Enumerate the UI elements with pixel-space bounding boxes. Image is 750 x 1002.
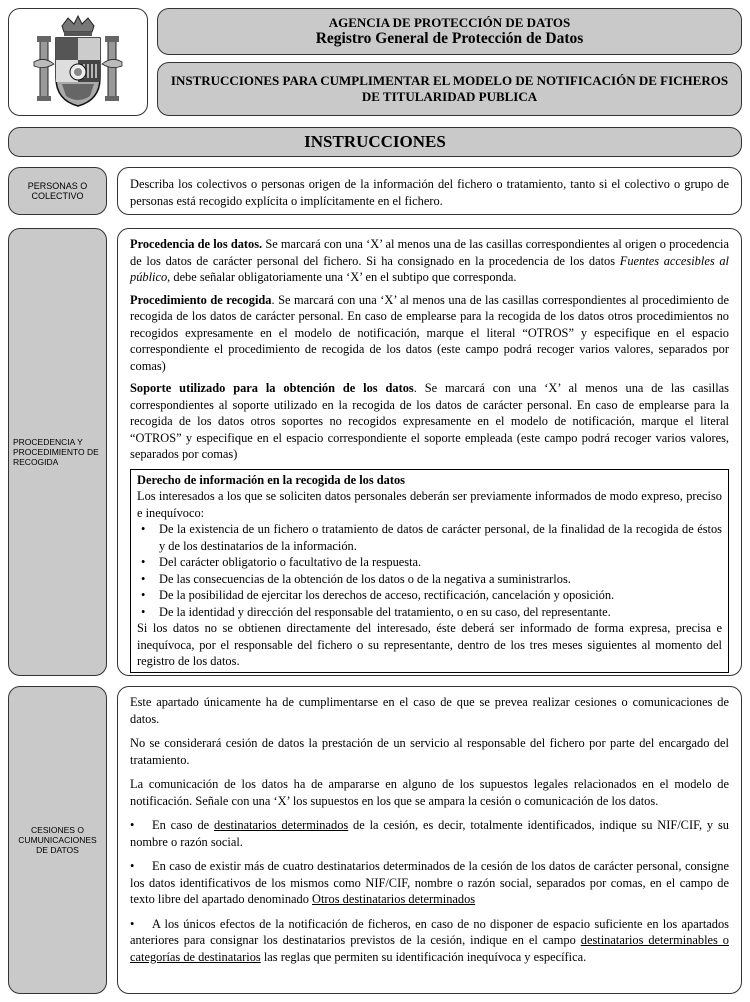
- procedencia-text-b: , debe señalar obligatoriamente una ‘X’ en el subtipo que corresponda.: [167, 270, 517, 284]
- procedencia-text-a: Se marcará con una ‘X’ al menos una de las casillas correspondientes al origen o procedencia de los datos de carácter personal del fichero. Si ha consignado en la procedencia de los datos: [130, 237, 729, 268]
- cesiones-content: [117, 686, 742, 994]
- bullet-icon: •: [141, 588, 146, 602]
- list-item: [137, 571, 722, 588]
- coat-of-arms-icon: [28, 12, 128, 112]
- list-item-text: De la existencia de un fichero o tratamiento de datos de carácter personal, de la finalidad de la recogida de éstos y de los destinatarios de la información.: [159, 522, 722, 553]
- bullet-icon: •: [130, 916, 135, 931]
- cesiones-bullet-1: [130, 817, 729, 850]
- cesiones-bullet-2: [130, 858, 729, 908]
- instructions-title: INSTRUCCIONES PARA CUMPLIMENTAR EL MODELO DE NOTIFICACIÓN DE FICHEROS DE TITULARIDAD PUBLICA: [170, 73, 729, 104]
- list-item: [137, 521, 722, 554]
- bullet-icon: •: [130, 818, 135, 832]
- bullet-icon: •: [141, 571, 146, 586]
- procedencia-label-box: [8, 228, 107, 676]
- cesiones-label: CESIONES O CUMUNICACIONES DE DATOS: [18, 825, 97, 855]
- procedencia-paragraph: [130, 236, 729, 286]
- list-item-text: De la posibilidad de ejercitar los derechos de acceso, rectificación, cancelación y oposición.: [159, 588, 615, 602]
- cesiones-paragraph-2: No se considerará cesión de datos la prestación de un servicio al responsable del fichero por parte del encargado del tratamiento.: [130, 736, 729, 767]
- list-item: [137, 604, 722, 621]
- fuentes-accesibles-text: Fuentes accesibles al público: [130, 253, 729, 284]
- rights-list: [137, 521, 722, 620]
- soporte-heading: Soporte utilizado para la obtención de los datos: [130, 381, 414, 395]
- list-item: [137, 554, 722, 571]
- rights-box: [130, 469, 729, 673]
- procedencia-heading: Procedencia de los datos.: [130, 237, 263, 251]
- procedencia-content: [117, 228, 742, 676]
- bullet-text-b: las reglas que permiten su identificación inequívoca y específica.: [260, 949, 587, 964]
- cesiones-paragraph-3: La comunicación de los datos ha de ampararse en alguno de los supuestos legales relacionados en el modelo de notificación. Señale con una ‘X’ los supuestos en los que se ampara la cesión o comunicación de los datos.: [130, 777, 729, 808]
- cesiones-label-box: [8, 686, 107, 994]
- bullet-text-a: A los únicos efectos de la notificación de ficheros, en caso de no disponer de espacio suficiente en los apartados anteriores para consignar los destinatarios previstos de la cesión, indique en el campo: [130, 916, 729, 947]
- instructions-header: [157, 62, 742, 116]
- bullet-text-b: de la cesión, es decir, totalmente identificados, indique su NIF/CIF, y su nombre o razón social.: [130, 818, 729, 849]
- bullet-icon: •: [141, 522, 146, 536]
- bullet-icon: •: [141, 555, 146, 569]
- list-item-text: Del carácter obligatorio o facultativo de la respuesta.: [159, 555, 422, 569]
- agency-name: AGENCIA DE PROTECCIÓN DE DATOS: [328, 15, 571, 30]
- bullet-icon: •: [130, 859, 135, 873]
- procedimiento-heading: Procedimiento de recogida: [130, 292, 272, 307]
- bullet-text-a: En caso de: [152, 818, 214, 832]
- rights-intro: Los interesados a los que se soliciten datos personales deberán ser previamente informados de modo expreso, preciso e inequívoco:: [137, 489, 722, 520]
- personas-label-box: [8, 167, 107, 215]
- cesiones-paragraph-1: Este apartado únicamente ha de cumplimentarse en el caso de que se prevea realizar cesiones o comunicaciones de datos.: [130, 695, 729, 726]
- procedimiento-text: . Se marcará con una ‘X’ al menos una de las casillas correspondientes al procedimiento de recogida de los datos de carácter personal. En caso de emplearse para la recogida de los datos otros procedimientos no recogidos expresamente en el modelo de notificación, marque el literal “OTROS” y especifique en el espacio correspondiente el procedimiento de recogida de los datos (este campo podrá recoger varios valores, separados por comas): [130, 292, 729, 373]
- otros-destinatarios-text: Otros destinatarios determinados: [312, 892, 476, 906]
- destinatarios-determinables-text: destinatarios determinables o categorías de destinatarios: [130, 933, 730, 964]
- bullet-text-a: En caso de existir más de cuatro destinatarios determinados de la cesión de los datos de carácter personal, consigne los datos identificativos de los mismos como NIF/CIF, nombre o razón social, separados por comas, en el campo de texto libre del apartado denominado: [130, 859, 729, 906]
- procedencia-label: PROCEDENCIA Y PROCEDIMIENTO DE RECOGIDA: [13, 437, 99, 467]
- procedimiento-paragraph: [130, 292, 729, 375]
- destinatarios-determinados-text: destinatarios determinados: [214, 818, 349, 832]
- list-item-text: De las consecuencias de la obtención de los datos o de la negativa a suministrarlos.: [159, 571, 571, 586]
- soporte-paragraph: [130, 380, 729, 463]
- soporte-text: . Se marcará con una ‘X’ al menos una de las casillas correspondientes al soporte utilizado en la recogida de los datos de carácter personal. En caso de emplearse para la recogida de los datos otros soportes no recogidos expresamente en el modelo de notificación, marque el literal “OTROS” y especifique en el espacio correspondiente el soporte empleada (este campo podrá recoger varios valores, separados por comas): [130, 381, 729, 461]
- logo-box: [8, 8, 148, 116]
- personas-label: PERSONAS O COLECTIVO: [27, 181, 88, 201]
- rights-outro: Si los datos no se obtienen directamente del interesado, éste deberá ser informado de forma expresa, precisa e inequívoca, por el responsable del fichero o su representante, dentro de los tres meses siguientes al momento del registro de los datos.: [137, 621, 722, 668]
- registry-name: Registro General de Protección de Datos: [315, 30, 584, 47]
- section-title: INSTRUCCIONES: [304, 132, 446, 151]
- cesiones-bullet-3: [130, 916, 729, 966]
- list-item: [137, 587, 722, 604]
- list-item-text: De la identidad y dirección del responsable del tratamiento, o en su caso, del representante.: [159, 604, 611, 619]
- personas-text: Describa los colectivos o personas origen de la información del fichero o tratamiento, tanto si el colectivo o grupo de personas está recogido explícita o implícitamente en el fichero.: [130, 177, 729, 208]
- bullet-icon: •: [141, 604, 146, 619]
- rights-title: Derecho de información en la recogida de los datos: [137, 472, 405, 487]
- agency-header: [157, 8, 742, 55]
- section-title-box: [8, 127, 742, 157]
- personas-content: [117, 167, 742, 215]
